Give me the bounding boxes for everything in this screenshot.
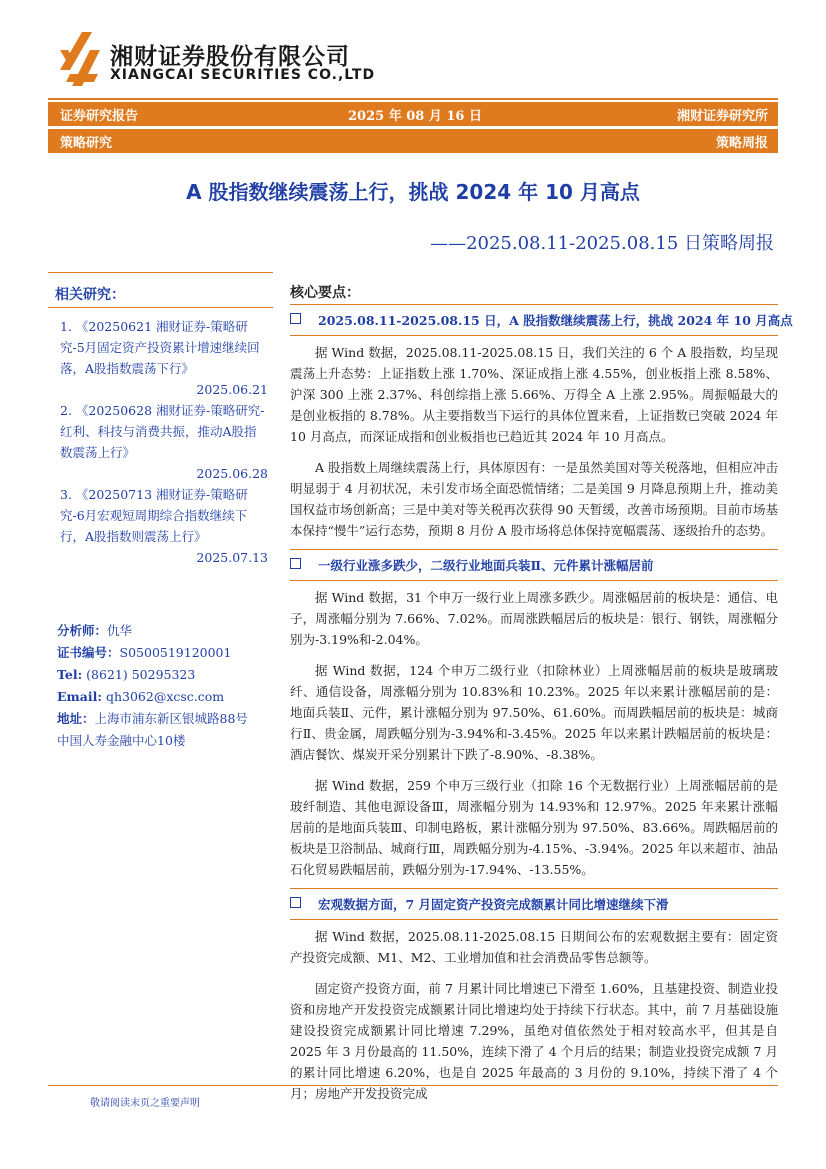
analyst-addr-row xyxy=(57,708,277,730)
analyst-tel: (8621) 50295323 xyxy=(86,667,196,682)
checkbox-bullet-icon xyxy=(290,897,301,908)
footer-rule xyxy=(48,1085,778,1086)
core-points xyxy=(290,300,793,1112)
related-research-heading: 相关研究： xyxy=(55,287,125,303)
header-bar-top xyxy=(48,102,778,126)
report-date: 2025 年 08 月 16 日 xyxy=(348,109,482,124)
analyst-cert-label: 证书编号： xyxy=(57,645,120,660)
analyst-addr-line1: 上海市浦东新区银城路88号 xyxy=(94,711,248,726)
related-item-date: 2025.06.21 xyxy=(196,382,268,397)
analyst-tel-row xyxy=(57,664,277,686)
body-paragraph: 据 Wind 数据，2025.08.11-2025.08.15 日，我们关注的 6 个 A 股指数，均呈现震荡上升态势：上证指数上涨 1.70%、深证成指上涨 4.55%，创业板指上涨 8.58%、沪深 300 上涨 2.37%、科创综指上涨 5.66%、万得全 A 上涨 2.95%。周振幅最大的是创业板指的 8.78%。从主要指数当下运行的具体位置来看，上证指数已突破 2024 年 10 月高点，而深证成指和创业板指也已趋近其 2024 年 10 月高点。 xyxy=(290,345,778,444)
analyst-email-row xyxy=(57,686,277,708)
related-research-list xyxy=(60,316,268,568)
related-item[interactable] xyxy=(60,484,268,568)
analyst-name-label: 分析师： xyxy=(57,623,108,638)
related-item-date: 2025.06.28 xyxy=(196,466,268,481)
analyst-addr-line2: 中国人寿金融中心10楼 xyxy=(57,733,186,748)
related-item-text: 3. 《20250713 湘财证券-策略研究-6月宏观短周期综合指数继续下行，A股指数则震荡上行》 xyxy=(60,487,248,544)
body-paragraph: 据 Wind 数据，124 个申万二级行业（扣除林业）上周涨幅居前的板块是玻璃玻纤、通信设备，周涨幅分别为 10.83%和 10.23%。2025 年以来累计涨幅居前的是：地面兵装Ⅱ、元件，累计涨幅分别为 97.50%、61.60%。而周跌幅居前的板块是：城商行Ⅱ、贵金属，周跌幅分别为-3.94%和-3.45%。2025 年以来累计跌幅居前的板块是：酒店餐饮、煤炭开采分别累计下跌了-8.90%、-8.38%。 xyxy=(290,663,778,762)
analyst-cert-row xyxy=(57,642,277,664)
body-paragraph: 据 Wind 数据，2025.08.11-2025.08.15 日期间公布的宏观数据主要有：固定资产投资完成额、M1、M2、工业增加值和社会消费品零售总额等。 xyxy=(290,929,778,965)
related-rule-mid xyxy=(48,307,273,308)
body-paragraph: 据 Wind 数据，31 个申万一级行业上周涨多跌少。周涨幅居前的板块是：通信、电子，周涨幅分别为 7.66%、7.02%。而周涨跌幅居后的板块是：银行、钢铁，周涨幅分别为-3.19%和-2.04%。 xyxy=(290,590,778,647)
institute-name: 湘财证券研究所 xyxy=(676,109,768,124)
section-title: 宏观数据方面，7 月固定资产投资完成额累计同比增速继续下滑 xyxy=(318,897,669,912)
core-points-heading: 核心要点： xyxy=(290,285,360,301)
header-bar-bottom xyxy=(48,129,778,153)
analyst-email[interactable]: qh3062@xcsc.com xyxy=(105,689,225,704)
body-paragraph: 据 Wind 数据，259 个申万三级行业（扣除 16 个无数据行业）上周涨幅居前的是玻纤制造、其他电源设备Ⅲ，周涨幅分别为 14.93%和 12.97%。2025 年来累计涨幅居前的是地面兵装Ⅲ、印制电路板，累计涨幅分别为 97.50%、83.66%。周跌幅居前的板块是卫浴制品、城商行Ⅲ，周跌幅分别为-4.15%、-3.94%。2025 年以来超市、油品石化贸易跌幅居前，跌幅分别为-17.94%、-13.55%。 xyxy=(290,778,778,877)
section-title: 2025.08.11-2025.08.15 日，A 股指数继续震荡上行，挑战 2024 年 10 月高点 xyxy=(318,313,793,328)
related-item[interactable] xyxy=(60,316,268,400)
analyst-name: 仇华 xyxy=(107,623,133,638)
report-kind: 策略周报 xyxy=(715,136,768,151)
analyst-info xyxy=(57,620,277,752)
section-heading xyxy=(290,549,778,581)
company-logo-icon xyxy=(52,30,102,90)
section-heading xyxy=(290,304,793,336)
body-paragraph: A 股指数上周继续震荡上行，具体原因有：一是虽然美国对等关税落地，但相应冲击明显弱于 4 月初状况，未引发市场全面恐慌情绪；二是美国 9 月降息预期上升，推动美国权益市场创新高；三是中美对等关税再次获得 90 天暂缓，改善市场预期。目前市场基本保持“慢牛”运行态势，预期 8 月份 A 股市场将总体保持宽幅震荡、逐级抬升的态势。 xyxy=(290,460,779,538)
header-rule xyxy=(48,98,778,100)
related-rule-top xyxy=(48,272,273,273)
analyst-cert: S0500519120001 xyxy=(119,645,232,660)
company-name-cn: 湘财证券股份有限公司 xyxy=(110,44,350,70)
section-title: 一级行业涨多跌少，二级行业地面兵装Ⅱ、元件累计涨幅居前 xyxy=(318,558,654,573)
analyst-email-label: Email: xyxy=(57,689,102,704)
section-heading xyxy=(290,888,778,920)
footer-disclaimer: 敬请阅读末页之重要声明 xyxy=(90,1098,200,1109)
report-type: 证券研究报告 xyxy=(60,109,139,124)
body-paragraph: 固定资产投资方面，前 7 月累计同比增速已下滑至 1.60%，且基建投资、制造业投资和房地产开发投资完成额累计同比增速均处于持续下行状态。其中，前 7 月基础设施建设投资完成额累计同比增速 7.29%，虽绝对值依然处于相对较高水平，但其是自 2025 年 3 月份最高的 11.50%，连续下滑了 4 个月后的结果；制造业投资完成额 7 月的累计同比增速 6.20%，也是自 2025 年最高的 3 月份的 9.10%，持续下滑了 4 个月；房地产开发投资完成 xyxy=(290,981,778,1101)
report-subtitle: ——2025.08.11-2025.08.15 日策略周报 xyxy=(430,233,774,254)
analyst-tel-label: Tel: xyxy=(57,667,83,682)
related-item-text: 2. 《20250628 湘财证券-策略研究-红利、科技与消费共振，推动A股指数震荡上行》 xyxy=(60,403,265,460)
related-item-date: 2025.07.13 xyxy=(196,550,268,565)
checkbox-bullet-icon xyxy=(290,558,301,569)
related-item-text: 1. 《20250621 湘财证券-策略研究-5月固定资产投资累计增速继续回落，A股指数震荡下行》 xyxy=(60,319,260,376)
report-title: A 股指数继续震荡上行，挑战 2024 年 10 月高点 xyxy=(186,180,640,204)
report-category: 策略研究 xyxy=(60,136,113,151)
analyst-addr-label: 地址： xyxy=(57,711,95,726)
company-name-en: XIANGCAI SECURITIES CO.,LTD xyxy=(110,67,376,83)
checkbox-bullet-icon xyxy=(290,313,301,324)
analyst-name-row xyxy=(57,620,277,642)
related-item[interactable] xyxy=(60,400,268,484)
